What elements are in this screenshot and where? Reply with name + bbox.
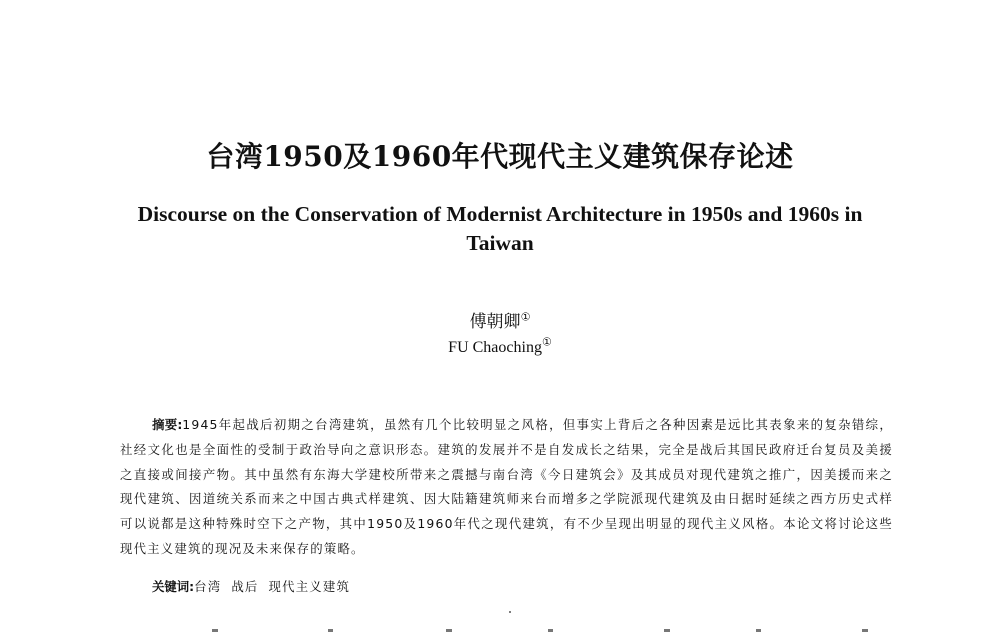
abstract-paragraph: [120, 413, 893, 562]
cropped-glyph-fragment: [756, 629, 761, 632]
cropped-glyph-fragment: [328, 629, 333, 632]
abstract-label: 摘要: [152, 417, 178, 432]
title-english: Discourse on the Conservation of Modernist Architecture in 1950s and 1960s in Taiwan: [137, 202, 863, 255]
keyword-1: 台湾: [194, 579, 222, 594]
next-line-cropped-strip: [0, 629, 1000, 633]
author-name-chinese: [0, 311, 1000, 333]
title-chinese: 台湾1950及1960年代现代主义建筑保存论述: [206, 140, 794, 173]
cropped-glyph-fragment: [862, 629, 868, 632]
author-name-en-text: FU Chaoching: [448, 339, 542, 356]
keyword-2: 战后: [231, 579, 259, 594]
author-footnote-mark: ①: [520, 310, 531, 324]
abstract-text: 1945年起战后初期之台湾建筑，虽然有几个比较明显之风格，但事实上背后之各种因素是远比其表象来的复杂错综，社经文化也是全面性的受制于政治导向之意识形态。建筑的发展并不是自发成长之结果，完全是战后其国民政府迁台复员及美援之直接或间接产物。其中虽然有东海大学建校所带来之震撼与南台湾《今日建筑会》及其成员对现代建筑之推广，因美援而来之现代建筑、因道统关系而来之中国古典式样建筑、因大陆籍建筑师来台而增多之学院派现代建筑及由日据时延续之西方历史式样可以说都是这种特殊时空下之产物，其中1950及1960年代之现代建筑，有不少呈现出明显的现代主义风格。本论文将讨论这些现代主义建筑的现况及未来保存的策略。: [120, 417, 894, 556]
abstract-label-separator: :: [177, 417, 183, 432]
author-name-cn-text: 傅朝卿: [469, 312, 521, 332]
stray-dot-mark: [509, 611, 511, 613]
keywords-label: 关键词: [152, 579, 190, 594]
author-footnote-mark-en: ①: [541, 336, 552, 349]
cropped-glyph-fragment: [664, 629, 670, 632]
keyword-3: 现代主义建筑: [268, 579, 351, 594]
cropped-glyph-fragment: [548, 629, 553, 632]
cropped-glyph-fragment: [446, 629, 452, 632]
cropped-glyph-fragment: [212, 629, 218, 632]
keywords-line: [152, 576, 350, 598]
author-name-english: [0, 338, 1000, 358]
keywords-label-separator: :: [189, 579, 195, 594]
